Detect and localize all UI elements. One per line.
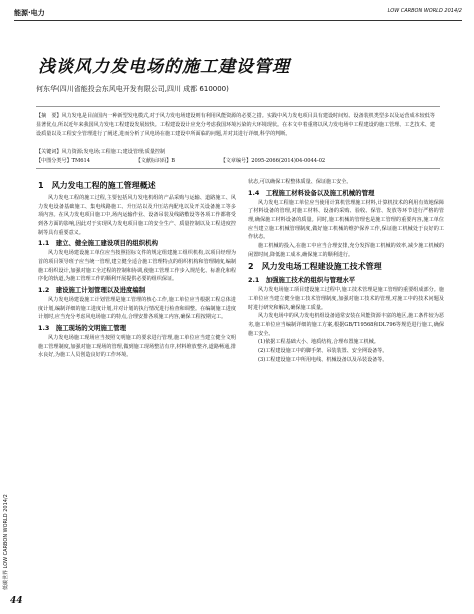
article-title: 浅谈风力发电场的施工建设管理 bbox=[38, 57, 290, 77]
article-author: 何东华(四川省能投会东风电开发有限公司,四川 成都 610000) bbox=[36, 85, 229, 93]
subsection-heading: 1.4 工程施工材料设备以及施工机械的管理 bbox=[248, 188, 375, 197]
section-heading: 1 风力发电工程的施工管理概述 bbox=[38, 181, 156, 190]
paragraph: 风力发电场建设施工计划管理是施工管理的核心工作,施工单位应当根据工程总体进度计划,编制详细的施工进度计划,并对计划的执行情况进行检查和调整。在编制施工进度计划时,应当充分考虑风电场施工的特点,合理安排各项施工内容,确保工程按期完工。 bbox=[38, 296, 236, 321]
classification bbox=[36, 157, 440, 164]
section-label: 能源·电力 bbox=[14, 9, 45, 17]
clc-number: 【中图分类号】TM614 bbox=[36, 158, 90, 164]
header-rule bbox=[14, 20, 462, 21]
list-item: (3)工程建设施工中所用电线、机械设备以及吊装设备等。 bbox=[258, 356, 388, 363]
paragraph: 风力发电工程的施工过程,主要包括风力发电机组的产品采购与运输、道路施工、风力发电设备基础施工、集电线路施工、升压站以及升压站内配电以及开关设备施工等多项内容。在风力发电项目施工中,场内运输作业、设备吊装及线路敷设等各项工作都将受到各方面的影响,因此对于实现风力发电项目施工的安全生产、质量控制以及工程进度控制等具有重要意义。 bbox=[38, 195, 236, 236]
abstract: 【摘 要】风力发电是目前国内一种新型发电模式,对于风力发电场建设则有利用风能资源的必要之措。实践中风力发电项目具有建设时间短、设备装机类型多以及运营成本较低等显著优点,所以近年来我国风力发电工程建设发展较快。工程建设设计应充分考虑我国环境污染的大环境现状。在本文中着重将以风力发电场中工程建设的施工管理、工艺技术、建设质量以及工程安全管理进行了阐述,进而分析了风电场在施工建设中所面临的问题,并对其进行详细,科学的判断。 bbox=[36, 113, 435, 137]
sidebar-text: 低碳世界 LOW CARBON WORLD 2014/2 bbox=[3, 494, 9, 590]
paragraph: 风力发电场施工现场应当按照文明施工的要求进行管理,施工单位应当建立健全文明施工管理制度,加强对施工现场的管理,做到施工现场整洁有序,材料堆放整齐,道路畅通,排水良好,为施工人员创造良好的工作环境。 bbox=[38, 334, 236, 359]
rule-bottom bbox=[36, 168, 440, 169]
column-left bbox=[38, 178, 236, 360]
paragraph: 风力发电场施工项目建设施工过程中,施工技术管理是施工管理的重要组成部分。施工单位应当建立健全施工技术管理制度,加强对施工技术的管理,对施工中的技术问题及时进行研究和解决,确保施工质量。 bbox=[248, 287, 444, 311]
paragraph: 风力发电场建设施工单位应当按照招标文件的规定组建施工组织机构,以项目经理为首的项目领导班子应当统一管理,建立健全适合施工管理特点的组织机构和管理制度,编制施工组织设计,加强对施工全过程的控制和协调,使施工管理工作步入规范化、标准化和程序化的轨道,为施工管理工作的顺利开展提供必要的组织保证。 bbox=[38, 250, 236, 283]
keywords: 【关键词】风力资源;发电场;工程施工;建设管理;质量控制 bbox=[36, 149, 166, 155]
subsection-heading: 1.2 建设施工计划管理以及进度编制 bbox=[38, 285, 146, 294]
article-number: 【文章编号】2095-2066(2014)04-0044-02 bbox=[220, 158, 326, 164]
page-number: 44 bbox=[10, 596, 23, 606]
subsection-heading: 2.1 加强施工技术的组织与管理水平 bbox=[248, 276, 356, 285]
paragraph: 状态,可以确保工程整体质量、保证施工安全。 bbox=[248, 179, 352, 185]
journal-label: LOW CARBON WORLD 2014/2 bbox=[387, 8, 462, 14]
section-heading: 2 风力发电场工程建设施工技术管理 bbox=[248, 262, 382, 272]
subsection-heading: 1.3 施工现场的文明施工管理 bbox=[38, 323, 127, 332]
list-item: (2)工程建设施工中的脚手架、吊装装置、安全网设备等。 bbox=[258, 347, 388, 354]
column-right bbox=[248, 178, 444, 364]
sidebar bbox=[2, 420, 14, 590]
doc-code: 【文献标识码】B bbox=[135, 158, 176, 164]
paragraph: 风力发电场中的风力发电机组设备通常安装在风能资源丰富的地区,施工条件较为恶劣,施工单位应当编制详细的施工方案,根据GB/T19568和DL796等规范进行施工,确保施工安全。 bbox=[248, 313, 444, 337]
paragraph: 风力发电工程施工单位应当使用计算机管理施工材料,计算机技术的利用有效地保障了材料设备的管理,对施工材料、设备的采购、验收、保管、发放等环节进行严格的管理,确保施工材料设备的质量。同时,施工机械的管理也是施工管理的重要内容,施工单位应当建立施工机械管理制度,做好施工机械的维护保养工作,保证施工机械处于良好的工作状态。 bbox=[248, 199, 444, 241]
list-item: (1)依据工程基础大小、地质结构,合理布置施工机械。 bbox=[258, 339, 379, 346]
rule-top bbox=[36, 106, 440, 107]
paragraph: 施工机械的投入,在施工中应当合理安排,充分发挥施工机械的效率,减少施工机械的闲置时间,降低施工成本,确保施工的顺利进行。 bbox=[248, 242, 444, 258]
subsection-heading: 1.1 建立、健全施工建设项目的组织机构 bbox=[38, 239, 158, 248]
page-header bbox=[0, 0, 474, 26]
